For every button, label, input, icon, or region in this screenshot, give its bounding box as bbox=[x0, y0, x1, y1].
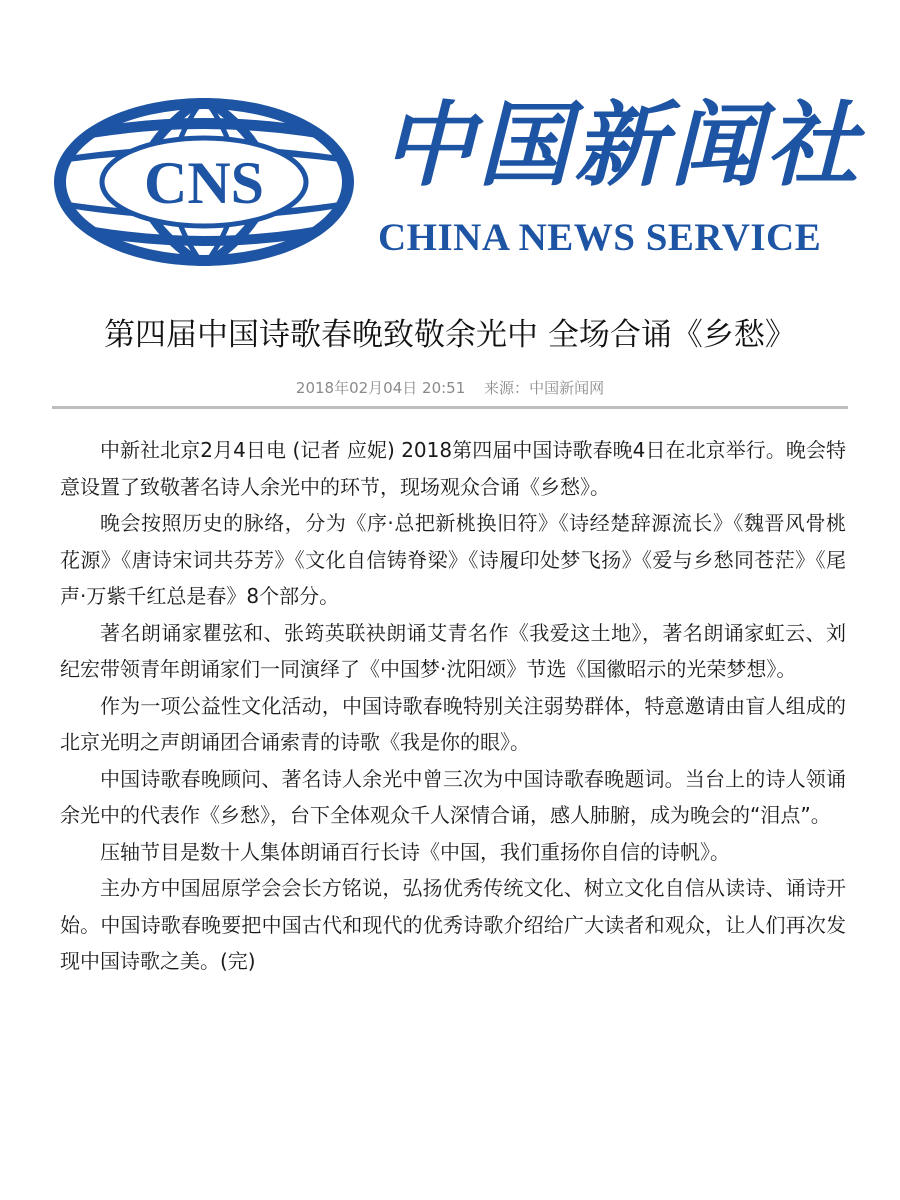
article-paragraph: 主办方中国屈原学会会长方铭说，弘扬优秀传统文化、树立文化自信从读诗、诵诗开始。中国诗歌春晚要把中国古代和现代的优秀诗歌介绍给广大读者和观众，让人们再次发现中国诗歌之美。(完) bbox=[60, 876, 846, 973]
article-meta bbox=[50, 376, 850, 400]
article-title: 第四届中国诗歌春晚致敬余光中 全场合诵《乡愁》 bbox=[104, 317, 796, 353]
brand-name-chinese: 中国新闻社 bbox=[382, 91, 863, 199]
cns-logo-icon bbox=[48, 92, 360, 272]
article-datetime: 2018年02月04日 20:51 bbox=[295, 379, 466, 397]
article-paragraph: 中新社北京2月4日电 (记者 应妮) 2018第四届中国诗歌春晚4日在北京举行。晚会特意设置了致敬著名诗人余光中的环节，现场观众合诵《乡愁》。 bbox=[60, 438, 846, 499]
article-paragraph: 中国诗歌春晚顾问、著名诗人余光中曾三次为中国诗歌春晚题词。当台上的诗人领诵余光中的代表作《乡愁》，台下全体观众千人深情合诵，感人肺腑，成为晚会的“泪点”。 bbox=[60, 766, 846, 827]
masthead bbox=[0, 0, 900, 300]
article-paragraph: 压轴节目是数十人集体朗诵百行长诗《中国，我们重扬你自信的诗帆》。 bbox=[100, 839, 730, 864]
logo-text: CNS bbox=[143, 150, 265, 216]
article-body bbox=[60, 432, 846, 980]
source-label: 来源： bbox=[484, 379, 530, 397]
article-paragraph: 作为一项公益性文化活动，中国诗歌春晚特别关注弱势群体，特意邀请由盲人组成的北京光明之声朗诵团合诵索青的诗歌《我是你的眼》。 bbox=[60, 693, 846, 754]
header-divider bbox=[52, 406, 848, 409]
article-paragraph: 晚会按照历史的脉络，分为《序·总把新桃换旧符》《诗经楚辞源流长》《魏晋风骨桃花源》《唐诗宋词共芬芳》《文化自信铸脊梁》《诗履印处梦飞扬》《爱与乡愁同苍茫》《尾声·万紫千红总是春》8个部分。 bbox=[60, 511, 846, 608]
brand-name-english: CHINA NEWS SERVICE bbox=[378, 216, 822, 259]
source-name: 中国新闻网 bbox=[529, 379, 605, 397]
article-paragraph: 著名朗诵家瞿弦和、张筠英联袂朗诵艾青名作《我爱这土地》，著名朗诵家虹云、刘纪宏带领青年朗诵家们一同演绎了《中国梦·沈阳颂》节选《国徽昭示的光荣梦想》。 bbox=[60, 620, 846, 681]
